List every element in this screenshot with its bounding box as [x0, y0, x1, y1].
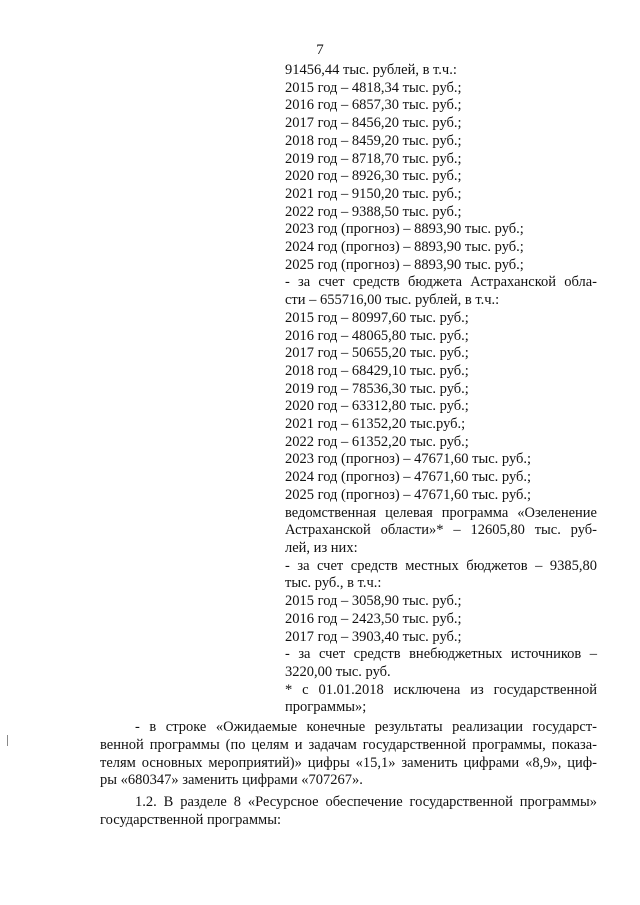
- regional-line: 2016 год – 48065,80 тыс. руб.;: [285, 327, 469, 344]
- program-line: Астраханской области»* – 12605,80 тыс. руб-: [285, 522, 597, 539]
- funding-line: 2020 год – 8926,30 тыс. руб.;: [285, 168, 462, 185]
- program-line: лей, из них:: [285, 539, 358, 556]
- paragraph-expected-results: [100, 719, 597, 790]
- regional-line: 2020 год – 63312,80 тыс. руб.;: [285, 398, 469, 415]
- paragraph-section-8: [100, 794, 597, 830]
- footnote-line: программы»;: [285, 699, 367, 716]
- local-budget-subheading: тыс. руб., в т.ч.:: [285, 575, 382, 592]
- regional-line: 2017 год – 50655,20 тыс. руб.;: [285, 345, 469, 362]
- paragraph-line: 1.2. В разделе 8 «Ресурсное обеспечение государственной программы»: [135, 794, 597, 810]
- funding-column: [285, 62, 597, 717]
- footnote-line: * с 01.01.2018 исключена из государственной: [285, 681, 597, 698]
- regional-budget-heading: - за счет средств бюджета Астраханской обла-: [285, 274, 597, 291]
- funding-line: 2022 год – 9388,50 тыс. руб.;: [285, 203, 462, 220]
- funding-line: 2015 год – 4818,34 тыс. руб.;: [285, 79, 462, 96]
- extrabudget-total: 3220,00 тыс. руб.: [285, 663, 391, 680]
- funding-line: 2021 год – 9150,20 тыс. руб.;: [285, 185, 462, 202]
- funding-line: 91456,44 тыс. рублей, в т.ч.:: [285, 62, 457, 78]
- paragraph-line: государственной программы:: [100, 811, 281, 828]
- funding-line: 2018 год – 8459,20 тыс. руб.;: [285, 132, 462, 149]
- regional-line: 2021 год – 61352,20 тыс.руб.;: [285, 416, 466, 433]
- funding-line: 2023 год (прогноз) – 8893,90 тыс. руб.;: [285, 221, 524, 238]
- regional-line: 2025 год (прогноз) – 47671,60 тыс. руб.;: [285, 486, 532, 503]
- paragraph-line: телям основных мероприятий)» цифры «15,1» заменить цифрами «8,9», циф-: [100, 754, 597, 771]
- regional-line: 2018 год – 68429,10 тыс. руб.;: [285, 362, 469, 379]
- funding-line: 2024 год (прогноз) – 8893,90 тыс. руб.;: [285, 239, 524, 256]
- funding-line: 2016 год – 6857,30 тыс. руб.;: [285, 97, 462, 114]
- extrabudget-heading: - за счет средств внебюджетных источников –: [285, 646, 597, 663]
- regional-line: 2015 год – 80997,60 тыс. руб.;: [285, 309, 469, 326]
- scan-mark: [7, 735, 8, 746]
- funding-line: 2025 год (прогноз) – 8893,90 тыс. руб.;: [285, 256, 524, 273]
- paragraph-line: ры «680347» заменить цифрами «707267».: [100, 772, 363, 789]
- funding-line: 2017 год – 8456,20 тыс. руб.;: [285, 115, 462, 132]
- local-budget-heading: - за счет средств местных бюджетов – 9385,80: [285, 557, 597, 574]
- regional-budget-total: сти – 655716,00 тыс. рублей, в т.ч.:: [285, 292, 500, 309]
- funding-line: 2019 год – 8718,70 тыс. руб.;: [285, 150, 462, 167]
- local-line: 2017 год – 3903,40 тыс. руб.;: [285, 628, 462, 645]
- local-line: 2016 год – 2423,50 тыс. руб.;: [285, 610, 462, 627]
- regional-line: 2019 год – 78536,30 тыс. руб.;: [285, 380, 469, 397]
- page-number: 7: [316, 42, 324, 58]
- local-line: 2015 год – 3058,90 тыс. руб.;: [285, 593, 462, 610]
- paragraph-line: - в строке «Ожидаемые конечные результаты реализации государст-: [135, 719, 597, 735]
- program-line: ведомственная целевая программа «Озеленение: [285, 504, 597, 521]
- paragraph-line: венной программы (по целям и задачам государственной программы, показа-: [100, 736, 597, 753]
- regional-line: 2022 год – 61352,20 тыс. руб.;: [285, 433, 469, 450]
- regional-line: 2024 год (прогноз) – 47671,60 тыс. руб.;: [285, 469, 532, 486]
- regional-line: 2023 год (прогноз) – 47671,60 тыс. руб.;: [285, 451, 532, 468]
